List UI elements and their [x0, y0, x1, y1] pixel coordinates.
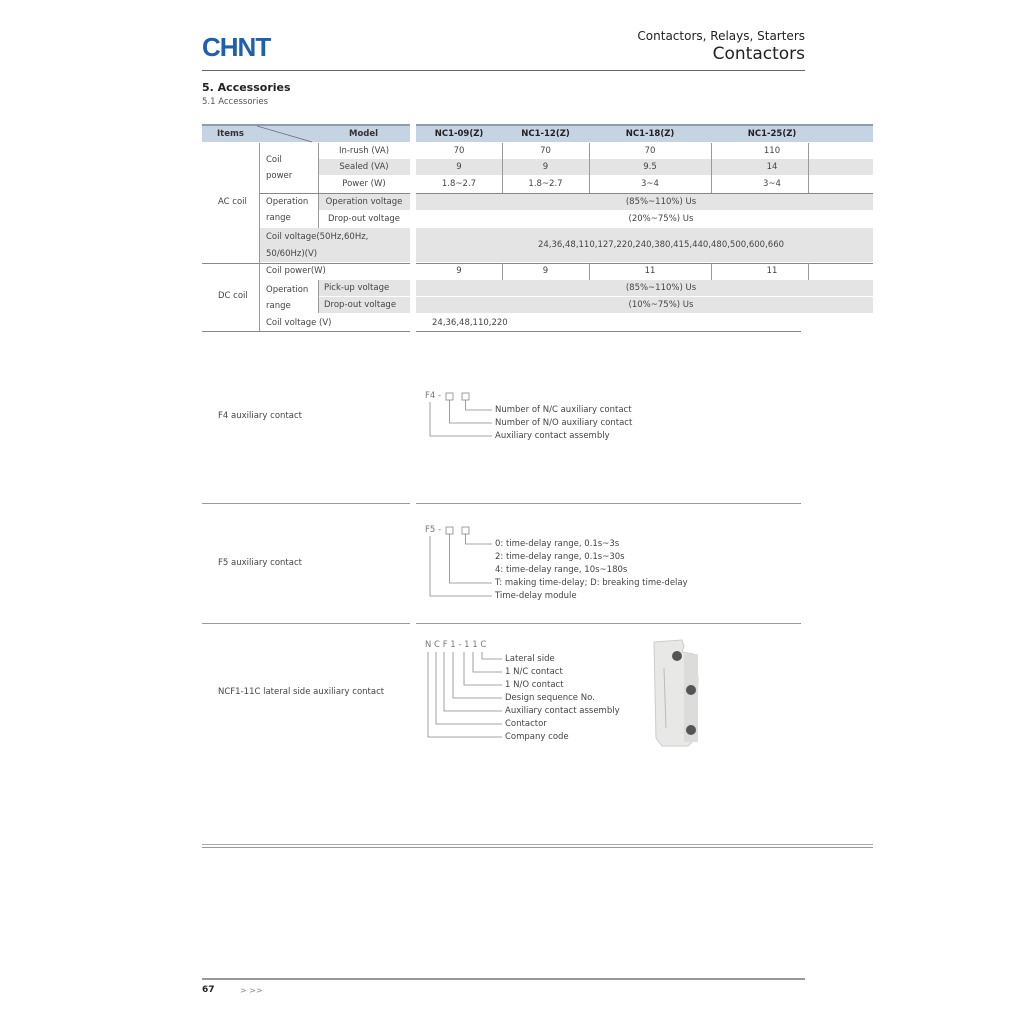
f5-item: 2: time-delay range, 0.1s~30s — [495, 552, 625, 562]
ncf-item: Design sequence No. — [505, 693, 595, 703]
op-range-label: Operation range — [266, 197, 309, 223]
f4-item: Number of N/C auxiliary contact — [495, 405, 632, 415]
cell: 110 — [763, 146, 781, 156]
coil-voltage-label-line: 50/60Hz)(V) — [266, 249, 318, 259]
ncf-item: 1 N/C contact — [505, 667, 563, 677]
product-image — [648, 638, 710, 750]
cell: 24,36,48,110,220 — [432, 318, 508, 328]
cell: 70 — [644, 146, 656, 156]
f4-label: F4 auxiliary contact — [218, 411, 302, 421]
page-title: Contactors — [712, 44, 805, 64]
page-number: 67 — [202, 985, 215, 995]
cell: 3~4 — [763, 179, 781, 189]
power-label: Power (W) — [342, 179, 386, 189]
cell: 24,36,48,110,127,220,240,380,415,440,480,500,600,660 — [537, 240, 785, 250]
f5-label: F5 auxiliary contact — [218, 558, 302, 568]
ac-coil-label: AC coil — [218, 197, 247, 207]
dc-dropout-label: Drop-out voltage — [324, 300, 397, 310]
inrush-label: In-rush (VA) — [338, 146, 390, 156]
cell: 9.5 — [643, 162, 657, 172]
dropout-label: Drop-out voltage — [327, 214, 401, 224]
cell: 9 — [456, 266, 462, 276]
dc-coil-label: DC coil — [218, 291, 248, 301]
dc-op-range-label: Operation range — [266, 285, 309, 311]
section-title: 5. Accessories — [202, 81, 291, 94]
page-nav[interactable]: > >> — [240, 986, 263, 995]
pickup-label: Pick-up voltage — [324, 283, 390, 293]
coil-power-label: Coil power — [266, 155, 293, 181]
ncf-item: 1 N/O contact — [505, 680, 564, 690]
cell: (10%~75%) Us — [628, 300, 694, 310]
model-header: Model — [349, 129, 379, 139]
logo: CHNT — [202, 32, 271, 62]
ncf-item: Auxiliary contact assembly — [505, 706, 620, 716]
ncf-code-diagram — [420, 645, 510, 745]
cell: 70 — [453, 146, 465, 156]
f4-code: F4 - — [425, 391, 442, 401]
cell: (85%~110%) Us — [625, 197, 697, 207]
ncf-item: Lateral side — [505, 654, 555, 664]
cell: 11 — [766, 266, 778, 276]
f5-code: F5 - — [425, 525, 442, 535]
model-col: NC1-18(Z) — [625, 129, 675, 139]
f4-item: Number of N/O auxiliary contact — [495, 418, 633, 428]
coil-voltage-label-line: Coil voltage(50Hz,60Hz, — [266, 232, 369, 242]
cell: (85%~110%) Us — [625, 283, 697, 293]
items-header: Items — [217, 129, 244, 139]
op-voltage-label: Operation voltage — [325, 197, 403, 207]
f4-item: Auxiliary contact assembly — [495, 431, 610, 441]
cell: 70 — [540, 146, 551, 156]
f5-code-diagram — [420, 519, 500, 604]
f5-item: Time-delay module — [495, 591, 577, 601]
ncf-item: Company code — [505, 732, 569, 742]
cell: (20%~75%) Us — [628, 214, 694, 224]
cell: 3~4 — [641, 179, 659, 189]
f4-code-diagram — [420, 385, 500, 445]
model-col: NC1-09(Z) — [434, 129, 484, 139]
cell: 9 — [542, 162, 549, 172]
sealed-label: Sealed (VA) — [339, 162, 389, 172]
coil-voltage-label — [266, 229, 368, 263]
f5-item: T: making time-delay; D: breaking time-delay — [495, 578, 688, 588]
section-subtitle: 5.1 Accessories — [202, 97, 269, 107]
model-col: NC1-25(Z) — [747, 129, 797, 139]
f5-item: 4: time-delay range, 10s~180s — [495, 565, 628, 575]
f5-item: 0: time-delay range, 0.1s~3s — [495, 539, 620, 549]
cell: 9 — [456, 162, 462, 172]
ncf-code: N C F 1 - 1 1 C — [425, 640, 487, 650]
cell: 9 — [542, 266, 549, 276]
cell: 11 — [644, 266, 656, 276]
cell: 14 — [766, 162, 778, 172]
cell: 1.8~2.7 — [441, 179, 477, 189]
cell: 1.8~2.7 — [528, 179, 563, 189]
ncf-item: Contactor — [505, 719, 547, 729]
dc-coil-voltage-label: Coil voltage (V) — [266, 318, 332, 328]
model-col: NC1-12(Z) — [521, 129, 570, 139]
category: Contactors, Relays, Starters — [637, 29, 805, 43]
ncf-label: NCF1-11C lateral side auxiliary contact — [218, 687, 385, 697]
dc-coil-power-label: Coil power(W) — [266, 266, 326, 276]
